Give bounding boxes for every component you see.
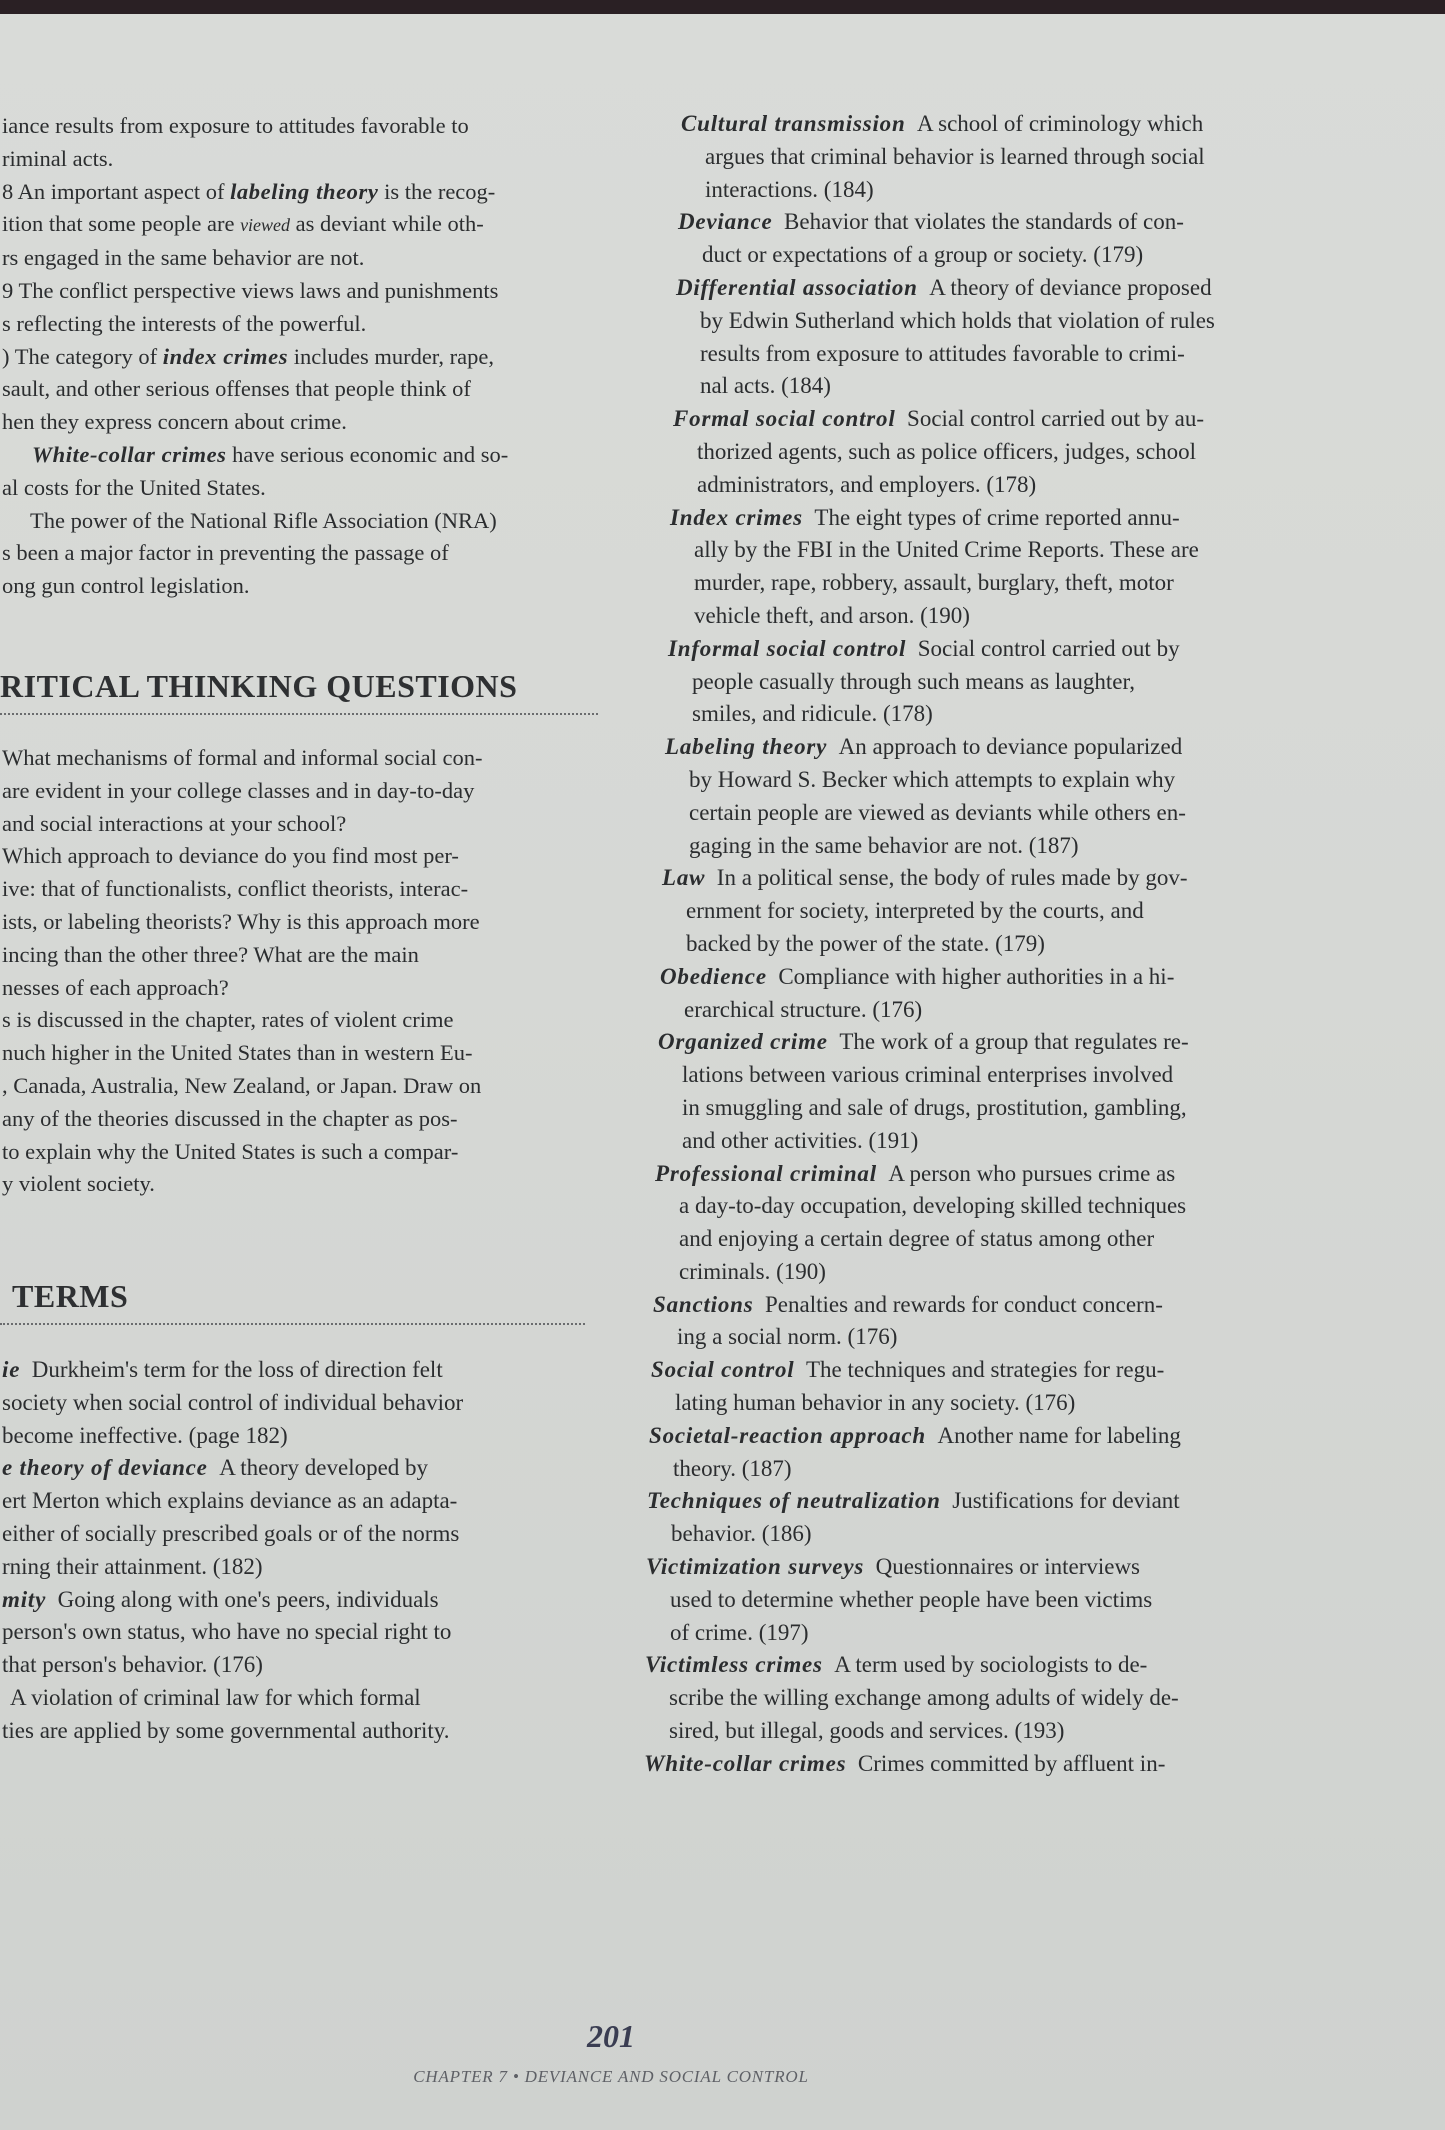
glossary-definition: of crime. (197)	[670, 1619, 809, 1645]
glossary-definition: person's own status, who have no special right to	[2, 1619, 452, 1645]
glossary-definition: An approach to deviance popularized	[838, 734, 1183, 760]
glossary-entry	[665, 731, 1215, 862]
glossary-definition: Compliance with higher authorities in a hi-	[778, 963, 1175, 989]
glossary-definition: Going along with one's peers, individuals	[57, 1586, 439, 1612]
glossary-definition: In a political sense, the body of rules made by gov-	[716, 865, 1188, 891]
glossary-definition: gaging in the same behavior are not. (187)	[689, 832, 1079, 858]
glossary-entry	[2, 1584, 463, 1682]
glossary-term: Sanctions	[653, 1291, 754, 1317]
glossary-term: White-collar crimes	[644, 1750, 847, 1776]
glossary-definition: The eight types of crime reported annu-	[814, 504, 1180, 530]
glossary-definition: Justifications for deviant	[952, 1488, 1180, 1514]
glossary-entry	[668, 633, 1215, 731]
question-line: and social interactions at your school?	[2, 810, 347, 836]
glossary-definition: Social control carried out by	[917, 635, 1180, 661]
glossary-definition: criminals. (190)	[679, 1258, 826, 1284]
glossary-definition: society when social control of individual behavior	[2, 1389, 464, 1415]
key-terms-heading: TERMS	[0, 1278, 585, 1325]
glossary-entry	[670, 502, 1215, 633]
summary-line: s reflecting the interests of the powerful.	[2, 310, 367, 336]
glossary-entry	[673, 403, 1215, 501]
summary-line: 9 The conflict perspective views laws and punishments	[2, 277, 499, 303]
glossary-definition: certain people are viewed as deviants while others en-	[689, 799, 1186, 825]
glossary-term: Victimless crimes	[645, 1652, 823, 1678]
glossary-definition: smiles, and ridicule. (178)	[692, 701, 933, 727]
page-number: 201	[587, 2018, 635, 2054]
glossary-definition: a day-to-day occupation, developing skilled techniques	[679, 1193, 1187, 1219]
glossary-definition: Questionnaires or interviews	[875, 1554, 1141, 1580]
glossary-entry	[681, 108, 1215, 206]
glossary-definition: lations between various criminal enterprises involved	[682, 1062, 1174, 1088]
glossary-definition: A violation of criminal law for which formal	[10, 1684, 421, 1710]
glossary-term: e theory of deviance	[2, 1455, 208, 1481]
question-line: nesses of each approach?	[2, 974, 229, 1000]
glossary-entry	[653, 1289, 1215, 1355]
glossary-term: Law	[662, 865, 706, 891]
summary-line: riminal acts.	[2, 145, 114, 171]
question-line: s is discussed in the chapter, rates of violent crime	[2, 1007, 454, 1033]
summary-line: al costs for the United States.	[2, 474, 266, 500]
glossary-entry	[662, 862, 1215, 960]
summary-line: hen they express concern about crime.	[2, 409, 347, 435]
glossary-term: Differential association	[676, 274, 918, 300]
glossary-definition: and other activities. (191)	[682, 1127, 919, 1153]
summary-text: ition that some people are	[2, 211, 241, 237]
glossary-definition: rning their attainment. (182)	[2, 1553, 263, 1579]
glossary-entry	[658, 1026, 1215, 1157]
question-line: to explain why the United States is such a compar-	[2, 1138, 459, 1164]
question-line: , Canada, Australia, New Zealand, or Japan. Draw on	[2, 1072, 482, 1098]
glossary-definition: ties are applied by some governmental authority.	[2, 1717, 450, 1743]
glossary-definition: The techniques and strategies for regu-	[805, 1357, 1165, 1383]
glossary-entry	[644, 1748, 1215, 1781]
glossary-definition: results from exposure to attitudes favorable to crimi-	[700, 340, 1185, 366]
glossary-definition: erarchical structure. (176)	[684, 996, 923, 1022]
question-line: Which approach to deviance do you find most per-	[2, 843, 459, 869]
glossary-term: Informal social control	[668, 635, 907, 661]
glossary-term: Social control	[651, 1357, 795, 1383]
summary-line: s been a major factor in preventing the passage of	[2, 540, 449, 566]
glossary-definition: by Edwin Sutherland which holds that violation of rules	[700, 307, 1215, 333]
summary-term: labeling theory	[230, 178, 379, 204]
glossary-term: Societal-reaction approach	[649, 1422, 926, 1448]
glossary-definition: ert Merton which explains deviance as an adapta-	[2, 1488, 458, 1514]
summary-text: includes murder, rape,	[288, 343, 494, 369]
glossary-term: Obedience	[660, 963, 767, 989]
glossary-definition: A theory of deviance proposed	[929, 274, 1212, 300]
glossary-definition: Behavior that violates the standards of con-	[784, 209, 1184, 235]
glossary-definition: ally by the FBI in the United Crime Reports. These are	[694, 537, 1199, 563]
left-terms-list	[2, 1354, 463, 1748]
glossary-entry	[676, 272, 1215, 403]
glossary-term: ie	[2, 1357, 21, 1382]
glossary-entry	[647, 1485, 1215, 1551]
glossary-entry	[655, 1158, 1215, 1289]
question-line: nuch higher in the United States than in western Eu-	[2, 1040, 473, 1066]
glossary-definition: A theory developed by	[219, 1455, 429, 1481]
summary-text: 8 An important aspect of	[2, 178, 231, 204]
summary-line	[2, 208, 508, 242]
critical-thinking-section	[0, 668, 598, 715]
summary-text: ) The category of	[2, 343, 163, 369]
glossary-definition: that person's behavior. (176)	[2, 1652, 263, 1678]
glossary-definition: people casually through such means as laughter,	[692, 668, 1135, 694]
glossary-definition: and enjoying a certain degree of status among other	[679, 1226, 1155, 1252]
glossary-definition: Another name for labeling	[937, 1422, 1181, 1448]
glossary-definition: duct or expectations of a group or society. (179)	[702, 242, 1144, 268]
glossary-definition: theory. (187)	[673, 1455, 792, 1481]
glossary-term: Index crimes	[670, 504, 803, 530]
glossary-entry	[678, 206, 1215, 272]
critical-thinking-questions	[2, 742, 482, 1201]
question-line: What mechanisms of formal and informal social con-	[2, 745, 483, 770]
glossary-term: Victimization surveys	[646, 1554, 865, 1580]
summary-line: ong gun control legislation.	[2, 573, 250, 599]
summary-line	[2, 341, 508, 374]
glossary-list	[644, 108, 1215, 1781]
glossary-definition: A school of criminology which	[917, 111, 1204, 136]
glossary-definition: in smuggling and sale of drugs, prostitution, gambling,	[682, 1094, 1187, 1120]
glossary-term: Cultural transmission	[681, 111, 906, 136]
summary-text: is the recog-	[378, 178, 496, 204]
chapter-footer: CHAPTER 7 • DEVIANCE AND SOCIAL CONTROL	[413, 2067, 809, 2086]
glossary-term: Professional criminal	[655, 1160, 877, 1186]
glossary-entry	[651, 1354, 1215, 1420]
glossary-definition: Social control carried out by au-	[907, 406, 1205, 432]
summary-line	[2, 176, 508, 209]
glossary-definition: vehicle theft, and arson. (190)	[694, 602, 970, 628]
summary-term: index crimes	[162, 343, 289, 369]
glossary-definition: administrators, and employers. (178)	[697, 471, 1037, 497]
summary-list	[2, 110, 508, 603]
glossary-definition: ing a social norm. (176)	[677, 1324, 898, 1350]
glossary-entry	[2, 1682, 463, 1748]
glossary-term: Formal social control	[673, 406, 896, 432]
summary-line: sault, and other serious offenses that people think of	[2, 376, 471, 402]
key-terms-section	[0, 1278, 585, 1325]
summary-line: The power of the National Rifle Association (NRA)	[30, 507, 497, 533]
glossary-definition: A person who pursues crime as	[888, 1160, 1176, 1186]
question-line: ists, or labeling theorists? Why is this approach more	[2, 908, 480, 934]
glossary-definition: interactions. (184)	[705, 176, 874, 202]
summary-term: White-collar crimes	[32, 441, 227, 467]
glossary-entry	[645, 1649, 1215, 1747]
glossary-term: mity	[2, 1586, 47, 1612]
glossary-definition: thorized agents, such as police officers, judges, school	[697, 438, 1197, 464]
critical-thinking-heading: RITICAL THINKING QUESTIONS	[0, 668, 598, 715]
glossary-definition: Crimes committed by affluent in-	[857, 1750, 1166, 1776]
glossary-entry	[660, 961, 1215, 1027]
glossary-definition: lating human behavior in any society. (176)	[675, 1390, 1076, 1416]
glossary-definition: The work of a group that regulates re-	[839, 1029, 1189, 1055]
glossary-definition: nal acts. (184)	[700, 373, 831, 399]
glossary-entry	[649, 1420, 1215, 1486]
glossary-definition: become ineffective. (page 182)	[2, 1422, 288, 1448]
question-line: are evident in your college classes and in day-to-day	[2, 777, 475, 803]
glossary-term: Organized crime	[658, 1029, 828, 1055]
glossary-entry	[2, 1354, 463, 1452]
question-line: any of the theories discussed in the chapter as pos-	[2, 1105, 458, 1131]
glossary-entry	[2, 1452, 463, 1583]
glossary-definition: argues that criminal behavior is learned through social	[705, 143, 1205, 169]
glossary-term: Labeling theory	[665, 734, 828, 760]
question-line: ive: that of functionalists, conflict theorists, interac-	[2, 876, 469, 902]
glossary-term: Techniques of neutralization	[647, 1488, 941, 1514]
glossary-definition: A term used by sociologists to de-	[834, 1652, 1148, 1678]
question-line: y violent society.	[2, 1171, 155, 1197]
glossary-definition: Penalties and rewards for conduct concern-	[765, 1291, 1163, 1317]
summary-text: have serious economic and so-	[226, 441, 509, 467]
glossary-definition: backed by the power of the state. (179)	[686, 930, 1045, 956]
summary-line	[2, 439, 508, 472]
summary-text: as deviant while oth-	[290, 211, 484, 237]
glossary-definition: by Howard S. Becker which attempts to explain why	[689, 766, 1176, 792]
glossary-entry	[646, 1551, 1215, 1649]
glossary-definition: ernment for society, interpreted by the courts, and	[686, 898, 1144, 924]
glossary-definition: either of socially prescribed goals or of the norms	[2, 1520, 460, 1546]
glossary-definition: scribe the willing exchange among adults of widely de-	[669, 1685, 1179, 1711]
glossary-definition: sired, but illegal, goods and services. (193)	[669, 1718, 1065, 1744]
glossary-term: Deviance	[678, 209, 773, 235]
question-line: incing than the other three? What are the main	[2, 941, 419, 967]
glossary-definition: behavior. (186)	[671, 1521, 812, 1547]
summary-line: iance results from exposure to attitudes favorable to	[2, 113, 469, 138]
summary-emphasis: viewed	[240, 215, 291, 236]
glossary-definition: murder, rape, robbery, assault, burglary, theft, motor	[694, 570, 1174, 596]
summary-line: rs engaged in the same behavior are not.	[2, 245, 365, 271]
glossary-definition: used to determine whether people have been victims	[670, 1586, 1153, 1612]
top-edge-band	[0, 0, 1445, 14]
glossary-definition: Durkheim's term for the loss of direction felt	[31, 1357, 443, 1382]
